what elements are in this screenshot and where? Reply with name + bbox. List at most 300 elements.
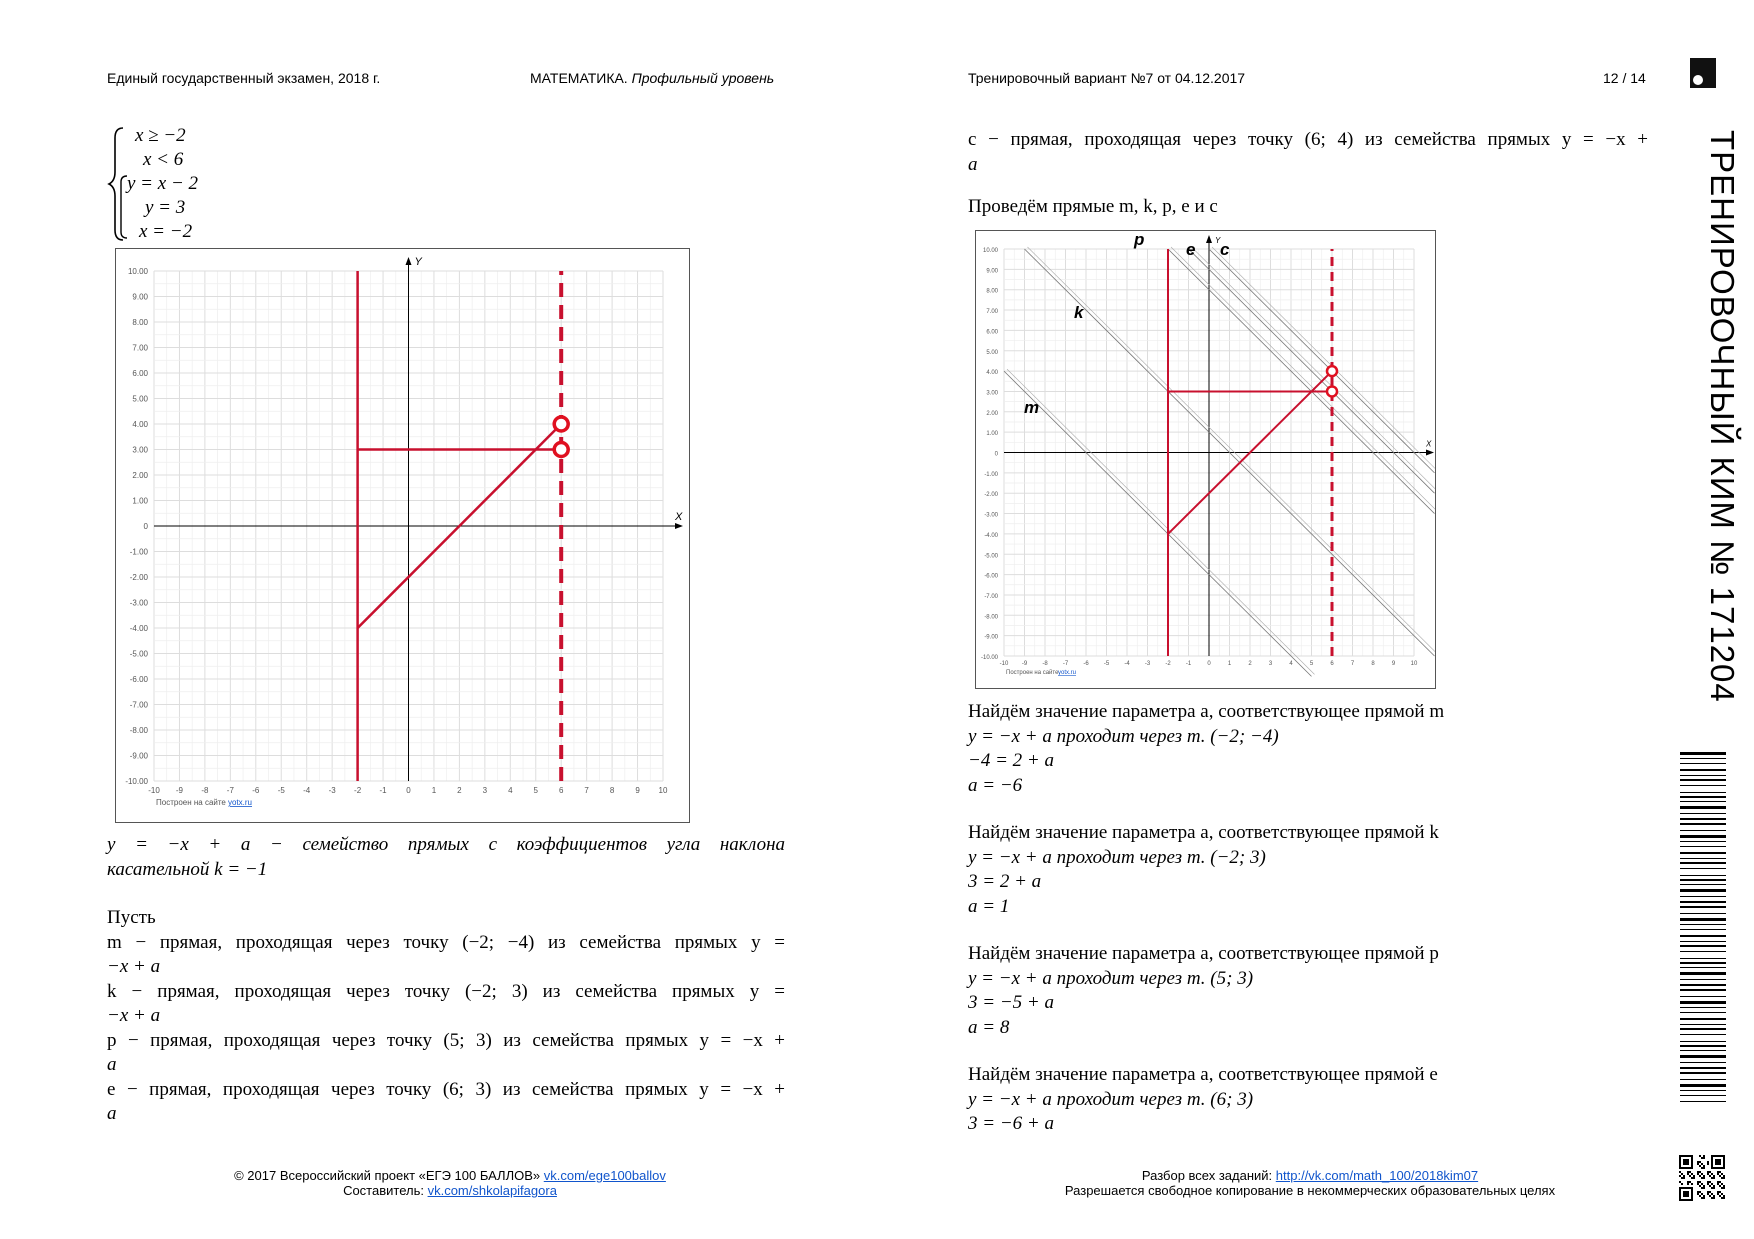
x-tick-label: 7 bbox=[584, 786, 589, 795]
x-tick-label: -8 bbox=[201, 786, 209, 795]
x-tick-label: 2 bbox=[1248, 661, 1252, 667]
family-text-line-1: y = −x + a − семейство прямых с коэффициентов угла наклона bbox=[107, 834, 785, 855]
x-tick-label: -2 bbox=[1165, 661, 1171, 667]
barcode-bar bbox=[1680, 935, 1726, 937]
barcode-bar bbox=[1680, 1095, 1726, 1096]
barcode-bar bbox=[1680, 924, 1726, 925]
x-tick-label: 4 bbox=[1289, 661, 1293, 667]
x-tick-label: -1 bbox=[1185, 661, 1192, 667]
qr-module bbox=[1691, 1173, 1693, 1175]
qr-module bbox=[1721, 1177, 1723, 1179]
x-tick-label: 0 bbox=[406, 786, 411, 795]
y-tick-label: 6.00 bbox=[986, 329, 998, 336]
qr-module bbox=[1689, 1171, 1691, 1173]
footer-author-link[interactable]: vk.com/shkolapifagora bbox=[427, 1183, 557, 1198]
qr-module bbox=[1709, 1191, 1711, 1193]
y-tick-label: -9.00 bbox=[129, 751, 148, 761]
x-tick-label: 7 bbox=[1350, 661, 1355, 667]
y-tick-label: -3.00 bbox=[129, 598, 148, 608]
barcode-bar bbox=[1680, 785, 1726, 786]
qr-module bbox=[1701, 1177, 1703, 1179]
qr-module bbox=[1681, 1183, 1683, 1185]
x-tick-label: -6 bbox=[1083, 661, 1089, 667]
barcode-bar bbox=[1680, 918, 1726, 921]
line-label-e: e bbox=[1186, 240, 1196, 259]
qr-module bbox=[1707, 1191, 1709, 1193]
x-tick-label: -7 bbox=[1062, 661, 1069, 667]
y-tick-label: -2.00 bbox=[984, 492, 998, 499]
barcode-bar bbox=[1680, 889, 1726, 892]
footer-analysis-link[interactable]: http://vk.com/math_100/2018kim07 bbox=[1275, 1168, 1479, 1183]
line-label-m: m bbox=[1024, 398, 1040, 417]
footer-license: Разрешается свободное копирование в некоммерческих образовательных целях bbox=[1064, 1183, 1556, 1198]
qr-module bbox=[1707, 1173, 1709, 1175]
y-tick-label: 5.00 bbox=[132, 394, 148, 404]
qr-module bbox=[1679, 1181, 1681, 1183]
y-tick-label: -8.00 bbox=[129, 726, 148, 735]
footer-copyright bbox=[150, 1168, 750, 1183]
y-tick-label: -3.00 bbox=[984, 512, 998, 519]
x-tick-label: 4 bbox=[508, 786, 513, 795]
qr-module bbox=[1719, 1171, 1721, 1173]
line-m-def-2: −x + a bbox=[107, 956, 161, 977]
qr-module bbox=[1693, 1177, 1695, 1179]
open-point-marker bbox=[554, 417, 568, 431]
x-tick-label: -7 bbox=[226, 786, 234, 795]
barcode-bar bbox=[1680, 763, 1726, 764]
x-tick-label: -8 bbox=[1042, 661, 1048, 667]
barcode-bar bbox=[1680, 1050, 1726, 1051]
y-tick-label: 3.00 bbox=[986, 390, 998, 397]
y-axis-label: Y bbox=[414, 256, 422, 268]
barcode-bar bbox=[1680, 1018, 1726, 1020]
qr-module bbox=[1701, 1163, 1703, 1165]
find-p-title: Найдём значение параметра a, соответствующее прямой p bbox=[968, 943, 1439, 964]
qr-module bbox=[1697, 1163, 1699, 1165]
x-axis-arrow-icon bbox=[1426, 450, 1434, 456]
find-e-line-2: 3 = −6 + a bbox=[968, 1113, 1054, 1134]
find-k-line-2: 3 = 2 + a bbox=[968, 871, 1042, 892]
qr-module bbox=[1719, 1175, 1721, 1177]
qr-module bbox=[1701, 1157, 1703, 1159]
chart-left bbox=[115, 248, 690, 823]
qr-code-icon bbox=[1679, 1155, 1725, 1201]
footer-left bbox=[150, 1168, 750, 1198]
barcode-bar bbox=[1680, 1067, 1726, 1069]
qr-module bbox=[1711, 1193, 1713, 1195]
y-tick-label: 6.00 bbox=[132, 369, 148, 378]
chart-credit: Построен на сайте bbox=[1006, 670, 1059, 676]
header-subject-plain: МАТЕМАТИКА. bbox=[530, 70, 632, 86]
footer-analysis-text: Разбор всех заданий: bbox=[1141, 1168, 1276, 1183]
qr-module bbox=[1699, 1191, 1701, 1193]
x-tick-label: 0 bbox=[1207, 661, 1211, 667]
qr-module bbox=[1717, 1193, 1719, 1195]
qr-module bbox=[1683, 1175, 1685, 1177]
qr-module bbox=[1709, 1171, 1711, 1173]
x-tick-label: 8 bbox=[1371, 661, 1375, 667]
barcode-bar bbox=[1680, 862, 1726, 864]
x-tick-label: 9 bbox=[1391, 661, 1396, 667]
qr-module bbox=[1723, 1185, 1725, 1187]
barcode-bar bbox=[1680, 1024, 1726, 1025]
qr-module bbox=[1697, 1191, 1699, 1193]
y-tick-label: -4.00 bbox=[129, 624, 148, 633]
x-axis-arrow-icon bbox=[675, 523, 683, 529]
y-tick-label: -6.00 bbox=[129, 675, 148, 684]
qr-module bbox=[1699, 1155, 1701, 1157]
barcode-bar bbox=[1680, 1034, 1726, 1035]
barcode-bar bbox=[1680, 801, 1726, 802]
x-tick-label: -1 bbox=[379, 786, 387, 795]
x-tick-label: -10 bbox=[148, 786, 160, 795]
condition-system bbox=[107, 124, 247, 244]
qr-module bbox=[1713, 1185, 1715, 1187]
x-tick-label: 10 bbox=[1410, 661, 1418, 667]
barcode-bar bbox=[1680, 1045, 1726, 1047]
y-tick-label: 4.00 bbox=[132, 420, 148, 429]
find-k-title: Найдём значение параметра a, соответствующее прямой k bbox=[968, 822, 1439, 843]
qr-module bbox=[1689, 1181, 1691, 1183]
barcode-bar bbox=[1680, 884, 1726, 885]
x-tick-label: -5 bbox=[277, 786, 285, 795]
system-line-2: x < 6 bbox=[143, 149, 184, 170]
line-e-def-1: e − прямая, проходящая через точку (6; 3) из семейства прямых y = −x + bbox=[107, 1078, 785, 1100]
barcode-icon bbox=[1680, 752, 1726, 1102]
footer-project-link[interactable]: vk.com/ege100ballov bbox=[543, 1168, 666, 1183]
qr-module bbox=[1689, 1175, 1691, 1177]
barcode-bar bbox=[1680, 835, 1726, 838]
line-c-def-2: a bbox=[968, 153, 978, 175]
barcode-bar bbox=[1680, 875, 1726, 876]
qr-module bbox=[1719, 1181, 1721, 1183]
barcode-bar bbox=[1680, 792, 1726, 793]
qr-module bbox=[1703, 1167, 1705, 1169]
barcode-bar bbox=[1680, 1084, 1726, 1087]
footer-author bbox=[150, 1183, 750, 1198]
y-tick-label: 10.00 bbox=[982, 248, 998, 254]
barcode-bar bbox=[1680, 1001, 1726, 1004]
line-k-def-2: −x + a bbox=[107, 1005, 161, 1026]
line-k-def-1: k − прямая, проходящая через точку (−2; 3) из семейства прямых y = bbox=[107, 980, 785, 1002]
qr-module bbox=[1703, 1185, 1705, 1187]
y-tick-label: -8.00 bbox=[984, 614, 998, 621]
y-tick-label: -1.00 bbox=[129, 547, 148, 557]
qr-module bbox=[1721, 1187, 1723, 1189]
barcode-bar bbox=[1680, 823, 1726, 825]
barcode-bar bbox=[1680, 1101, 1726, 1102]
qr-module bbox=[1713, 1177, 1715, 1179]
qr-module bbox=[1723, 1177, 1725, 1179]
qr-module bbox=[1703, 1197, 1705, 1199]
x-tick-label: -10 bbox=[999, 661, 1009, 667]
qr-module bbox=[1713, 1187, 1715, 1189]
y-tick-label: -5.00 bbox=[984, 553, 998, 560]
qr-module bbox=[1707, 1171, 1709, 1173]
chart-left-svg bbox=[116, 249, 689, 822]
qr-module bbox=[1701, 1193, 1703, 1195]
family-line-shadow-c bbox=[1212, 247, 1435, 471]
footer-right bbox=[1000, 1168, 1620, 1198]
qr-module bbox=[1697, 1171, 1699, 1173]
qr-module bbox=[1681, 1173, 1683, 1175]
variant-side-title-text: ТРЕНИРОВОЧНЫЙ КИМ № 171204 bbox=[1704, 130, 1741, 703]
footer-analysis bbox=[1000, 1168, 1620, 1183]
barcode-bar bbox=[1680, 979, 1726, 980]
qr-module bbox=[1707, 1183, 1709, 1185]
line-label-p: p bbox=[1134, 231, 1145, 249]
qr-module bbox=[1703, 1177, 1705, 1179]
x-axis-label: X bbox=[675, 511, 683, 523]
qr-module bbox=[1691, 1183, 1693, 1185]
barcode-bar bbox=[1680, 752, 1726, 755]
qr-module bbox=[1709, 1185, 1711, 1187]
qr-module bbox=[1701, 1173, 1703, 1175]
barcode-bar bbox=[1680, 972, 1726, 975]
barcode-bar bbox=[1680, 1062, 1726, 1063]
corner-logo bbox=[1690, 58, 1716, 88]
qr-module bbox=[1699, 1171, 1701, 1173]
qr-module bbox=[1697, 1183, 1699, 1185]
y-tick-label: 7.00 bbox=[986, 309, 998, 316]
variant-side-title bbox=[1705, 130, 1745, 730]
qr-module bbox=[1707, 1181, 1709, 1183]
y-axis-arrow-icon bbox=[1206, 235, 1212, 243]
barcode-bar bbox=[1680, 929, 1726, 930]
page-number: 12 / 14 bbox=[1603, 70, 1646, 86]
chart-right bbox=[975, 230, 1436, 689]
left-text-block bbox=[107, 833, 785, 1127]
x-tick-label: 2 bbox=[457, 786, 462, 795]
find-m-title: Найдём значение параметра a, соответствующее прямой m bbox=[968, 701, 1445, 722]
barcode-bar bbox=[1680, 830, 1726, 831]
qr-module bbox=[1717, 1183, 1719, 1185]
barcode-bar bbox=[1680, 989, 1726, 991]
x-tick-label: -9 bbox=[1021, 661, 1028, 667]
barcode-bar bbox=[1680, 858, 1726, 859]
y-tick-label: 0 bbox=[143, 522, 148, 531]
y-tick-label: -7.00 bbox=[984, 593, 998, 600]
qr-module bbox=[1687, 1181, 1689, 1183]
logo-mark-icon bbox=[1690, 58, 1716, 88]
qr-module bbox=[1699, 1175, 1701, 1177]
qr-finder-core bbox=[1683, 1159, 1689, 1165]
barcode-bar bbox=[1680, 958, 1726, 959]
qr-module bbox=[1713, 1195, 1715, 1197]
open-point-marker bbox=[1327, 386, 1337, 396]
qr-module bbox=[1703, 1165, 1705, 1167]
qr-module bbox=[1697, 1173, 1699, 1175]
qr-module bbox=[1707, 1193, 1709, 1195]
qr-module bbox=[1711, 1197, 1713, 1199]
barcode-bar bbox=[1680, 1041, 1726, 1042]
x-tick-label: 10 bbox=[658, 786, 668, 795]
barcode-bar bbox=[1680, 813, 1726, 814]
y-tick-label: 1.00 bbox=[132, 496, 148, 506]
line-m-def-1: m − прямая, проходящая через точку (−2; −4) из семейства прямых y = bbox=[107, 931, 785, 953]
qr-module bbox=[1683, 1177, 1685, 1179]
barcode-bar bbox=[1680, 906, 1726, 908]
qr-module bbox=[1723, 1175, 1725, 1177]
qr-module bbox=[1687, 1183, 1689, 1185]
open-point-marker bbox=[1327, 366, 1337, 376]
barcode-bar bbox=[1680, 852, 1726, 854]
x-tick-label: -3 bbox=[328, 786, 336, 795]
line-p-def-1: p − прямая, проходящая через точку (5; 3) из семейства прямых y = −x + bbox=[107, 1029, 785, 1051]
draw-lines-text: Проведём прямые m, k, p, e и c bbox=[968, 196, 1218, 217]
y-tick-label: 3.00 bbox=[132, 445, 148, 455]
barcode-bar bbox=[1680, 769, 1726, 771]
qr-module bbox=[1699, 1165, 1701, 1167]
y-tick-label: 5.00 bbox=[986, 349, 998, 356]
let-text: Пусть bbox=[107, 907, 156, 928]
x-tick-label: -4 bbox=[1124, 661, 1130, 667]
line-e-def-2: a bbox=[107, 1103, 117, 1124]
qr-module bbox=[1679, 1175, 1681, 1177]
y-tick-label: -6.00 bbox=[984, 573, 998, 580]
qr-module bbox=[1723, 1197, 1725, 1199]
qr-code bbox=[1679, 1155, 1725, 1201]
y-tick-label: 7.00 bbox=[132, 343, 148, 353]
qr-module bbox=[1721, 1173, 1723, 1175]
x-tick-label: 1 bbox=[431, 786, 437, 795]
qr-module bbox=[1719, 1185, 1721, 1187]
qr-module bbox=[1687, 1171, 1689, 1173]
qr-module bbox=[1723, 1195, 1725, 1197]
find-k-line-1: y = −x + a проходит через т. (−2; 3) bbox=[968, 846, 1266, 868]
barcode-bar bbox=[1680, 896, 1726, 897]
x-tick-label: 8 bbox=[609, 786, 615, 795]
chart-credit-link: yotx.ru bbox=[1058, 670, 1077, 676]
qr-module bbox=[1699, 1181, 1701, 1183]
y-tick-label: 9.00 bbox=[986, 268, 998, 275]
barcode-bar bbox=[1680, 1072, 1726, 1074]
find-k-line-3: a = 1 bbox=[968, 895, 1010, 917]
qr-module bbox=[1703, 1155, 1705, 1157]
line-p-def-2: a bbox=[107, 1054, 117, 1075]
x-tick-label: -9 bbox=[175, 786, 184, 795]
y-tick-label: -5.00 bbox=[129, 649, 148, 659]
right-text-top bbox=[968, 128, 1648, 220]
x-axis-label: X bbox=[1426, 439, 1432, 449]
barcode-bar bbox=[1680, 967, 1726, 968]
y-axis-arrow-icon bbox=[406, 257, 412, 265]
x-tick-label: -6 bbox=[252, 786, 260, 795]
qr-module bbox=[1701, 1167, 1703, 1169]
barcode bbox=[1680, 752, 1726, 1102]
qr-module bbox=[1711, 1173, 1713, 1175]
barcode-bar bbox=[1680, 758, 1726, 759]
barcode-bar bbox=[1680, 1079, 1726, 1080]
barcode-bar bbox=[1680, 1090, 1726, 1091]
y-tick-label: -4.00 bbox=[984, 532, 998, 539]
x-tick-label: 6 bbox=[558, 786, 564, 795]
qr-finder-core bbox=[1715, 1159, 1721, 1165]
qr-module bbox=[1701, 1183, 1703, 1185]
qr-module bbox=[1717, 1171, 1719, 1173]
qr-module bbox=[1691, 1177, 1693, 1179]
qr-module bbox=[1687, 1173, 1689, 1175]
x-tick-label: 6 bbox=[1330, 661, 1334, 667]
barcode-bar bbox=[1680, 775, 1726, 776]
x-tick-label: 5 bbox=[1309, 661, 1314, 667]
barcode-bar bbox=[1680, 962, 1726, 964]
find-m-line-2: −4 = 2 + a bbox=[968, 750, 1054, 771]
qr-module bbox=[1719, 1191, 1721, 1193]
system-line-1: x ≥ −2 bbox=[135, 125, 186, 146]
qr-module bbox=[1707, 1161, 1709, 1163]
find-m-line-1: y = −x + a проходит через т. (−2; −4) bbox=[968, 725, 1279, 747]
qr-module bbox=[1703, 1175, 1705, 1177]
barcode-bar bbox=[1680, 818, 1726, 820]
qr-module bbox=[1711, 1177, 1713, 1179]
qr-module bbox=[1711, 1183, 1713, 1185]
find-e-title: Найдём значение параметра a, соответствующее прямой e bbox=[968, 1064, 1438, 1085]
qr-module bbox=[1721, 1193, 1723, 1195]
line-label-c: c bbox=[1220, 240, 1230, 259]
y-axis-label: Y bbox=[1215, 236, 1221, 245]
barcode-bar bbox=[1680, 796, 1726, 798]
y-tick-label: -10.00 bbox=[125, 777, 148, 786]
qr-module bbox=[1721, 1183, 1723, 1185]
y-tick-label: 2.00 bbox=[986, 410, 998, 417]
qr-finder-core bbox=[1683, 1191, 1689, 1197]
find-p-line-3: a = 8 bbox=[968, 1016, 1010, 1038]
barcode-bar bbox=[1680, 945, 1726, 947]
line-c-def-1: c − прямая, проходящая через точку (6; 4) из семейства прямых y = −x + bbox=[968, 129, 1648, 150]
barcode-bar bbox=[1680, 1007, 1726, 1008]
barcode-bar bbox=[1680, 1012, 1726, 1013]
qr-module bbox=[1697, 1161, 1699, 1163]
x-tick-label: -5 bbox=[1103, 661, 1110, 667]
barcode-bar bbox=[1680, 868, 1726, 869]
x-tick-label: -2 bbox=[354, 786, 362, 795]
family-text-line-2: касательной k = −1 bbox=[107, 858, 268, 880]
qr-module bbox=[1703, 1187, 1705, 1189]
open-point-marker bbox=[554, 443, 568, 457]
family-line-shadow-e bbox=[1192, 247, 1436, 491]
x-tick-label: 5 bbox=[533, 786, 538, 795]
qr-module bbox=[1713, 1197, 1715, 1199]
chart-credit-link: yotx.ru bbox=[228, 798, 253, 807]
qr-module bbox=[1699, 1185, 1701, 1187]
barcode-bar bbox=[1680, 879, 1726, 881]
qr-module bbox=[1693, 1175, 1695, 1177]
family-line-shadow-p bbox=[1171, 247, 1435, 512]
qr-module bbox=[1717, 1181, 1719, 1183]
y-tick-label: 4.00 bbox=[986, 370, 998, 377]
header-left: Единый государственный экзамен, 2018 г. bbox=[107, 70, 381, 86]
qr-module bbox=[1699, 1161, 1701, 1163]
barcode-bar bbox=[1680, 996, 1726, 997]
barcode-bar bbox=[1680, 779, 1726, 781]
qr-module bbox=[1719, 1195, 1721, 1197]
qr-module bbox=[1713, 1175, 1715, 1177]
qr-module bbox=[1697, 1193, 1699, 1195]
system-line-5: x = −2 bbox=[139, 221, 193, 242]
x-tick-label: -4 bbox=[303, 786, 311, 795]
chart-credit: Построен на сайте bbox=[156, 798, 226, 807]
qr-module bbox=[1697, 1181, 1699, 1183]
x-tick-label: 3 bbox=[1268, 661, 1273, 667]
right-text-block bbox=[968, 700, 1648, 1137]
barcode-bar bbox=[1680, 846, 1726, 847]
line-label-k: k bbox=[1074, 303, 1084, 322]
barcode-bar bbox=[1680, 984, 1726, 986]
barcode-bar bbox=[1680, 1055, 1726, 1058]
footer-author-text: Составитель: bbox=[343, 1183, 428, 1198]
y-tick-label: 1.00 bbox=[986, 431, 998, 438]
